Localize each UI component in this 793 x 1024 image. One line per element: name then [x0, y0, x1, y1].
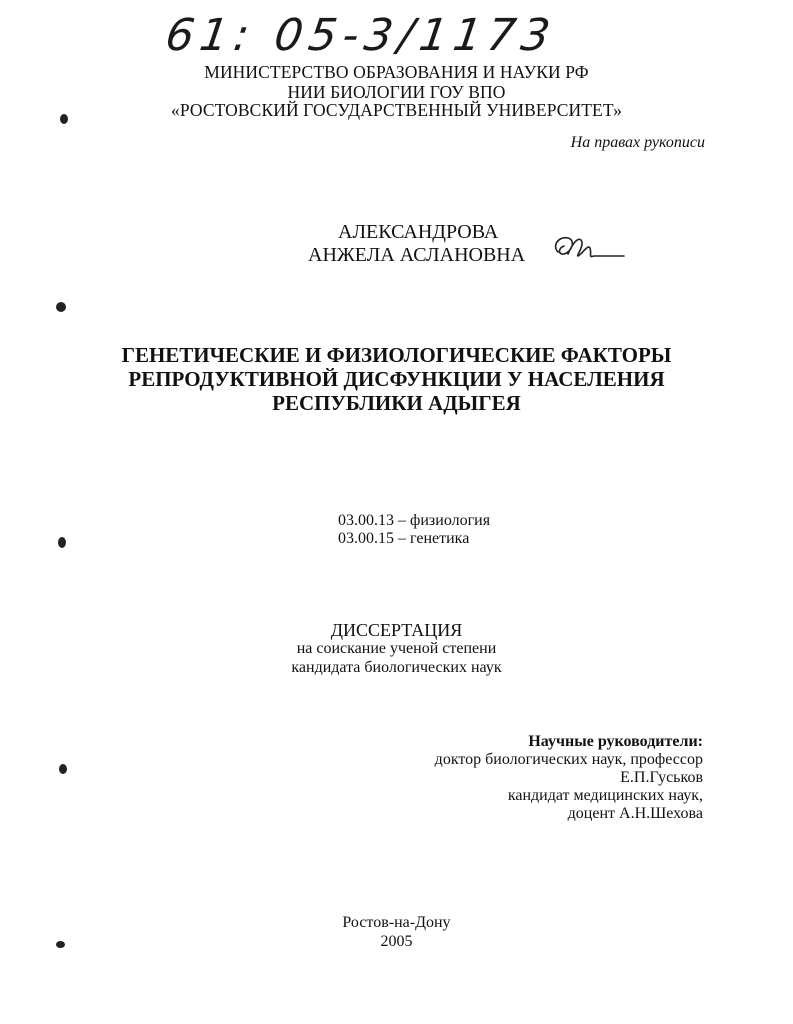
scan-mark: [60, 114, 68, 124]
scan-mark: [56, 302, 66, 312]
title-line-1: ГЕНЕТИЧЕСКИЕ И ФИЗИОЛОГИЧЕСКИЕ ФАКТОРЫ: [121, 343, 672, 367]
ministry-line: МИНИСТЕРСТВО ОБРАЗОВАНИЯ И НАУКИ РФ: [204, 62, 589, 82]
signature-icon: [548, 230, 628, 266]
scan-mark: [56, 941, 65, 948]
degree-line-2: кандидата биологических наук: [291, 659, 502, 676]
university-line: «РОСТОВСКИЙ ГОСУДАРСТВЕННЫЙ УНИВЕРСИТЕТ»: [170, 100, 623, 120]
dissertation-heading: ДИССЕРТАЦИЯ: [330, 620, 463, 640]
supervisor-line: доктор биологических наук, профессор: [434, 751, 703, 768]
specialty-genetics: 03.00.15 – генетика: [338, 530, 470, 547]
manuscript-note: На правах рукописи: [570, 134, 705, 151]
scan-mark: [58, 537, 66, 548]
archive-number: 61: 05-3/1173: [162, 10, 560, 61]
specialty-physiology: 03.00.13 – физиология: [338, 512, 491, 529]
supervisor-line: кандидат медицинских наук,: [507, 787, 703, 804]
title-line-3: РЕСПУБЛИКИ АДЫГЕЯ: [272, 391, 521, 415]
year: 2005: [380, 933, 413, 950]
author-given-names: АНЖЕЛА АСЛАНОВНА: [308, 244, 526, 266]
supervisors-heading: Научные руководители:: [528, 733, 703, 750]
supervisor-line: доцент А.Н.Шехова: [567, 805, 703, 822]
place: Ростов-на-Дону: [342, 914, 451, 931]
scan-mark: [59, 764, 67, 774]
supervisor-line: Е.П.Гуськов: [620, 769, 703, 786]
author-surname: АЛЕКСАНДРОВА: [338, 221, 499, 243]
title-line-2: РЕПРОДУКТИВНОЙ ДИСФУНКЦИИ У НАСЕЛЕНИЯ: [128, 367, 665, 391]
degree-line-1: на соискание ученой степени: [296, 640, 497, 657]
institute-line: НИИ БИОЛОГИИ ГОУ ВПО: [287, 82, 506, 102]
